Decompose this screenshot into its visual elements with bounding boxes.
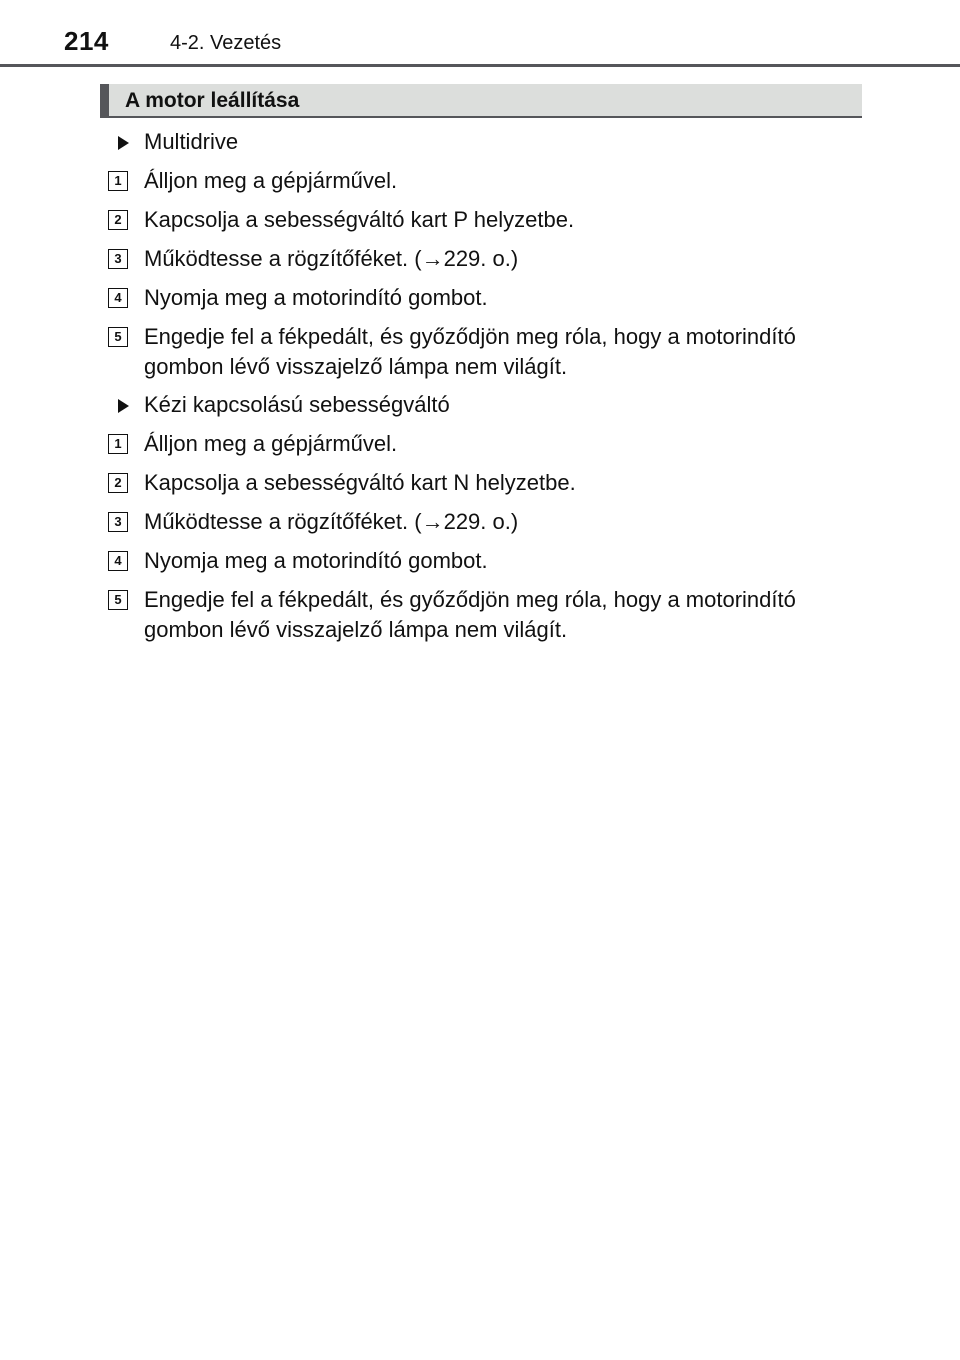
step-number-box: 5 — [108, 590, 128, 610]
step-text: Nyomja meg a motorindító gombot. — [144, 548, 488, 573]
header-divider — [0, 64, 960, 67]
multidrive-block — [108, 128, 868, 382]
section-heading-bar — [100, 84, 862, 118]
triangle-bullet-icon — [118, 136, 129, 150]
manual-step-5 — [108, 585, 868, 645]
manual-subheading — [108, 391, 868, 421]
triangle-bullet-icon — [118, 399, 129, 413]
step-text: Engedje fel a fékpedált, és győződjön meg róla, hogy a motorindító gombon lévő visszajelző lámpa nem világít. — [144, 587, 796, 642]
page-header — [0, 0, 960, 70]
manual-step-1 — [108, 429, 868, 459]
multidrive-label: Multidrive — [144, 129, 239, 154]
multidrive-step-1 — [108, 166, 868, 196]
page-number: 214 — [64, 26, 109, 56]
multidrive-step-4 — [108, 283, 868, 313]
step-text: Működtesse a rögzítőféket. (→229. o.) — [144, 509, 519, 534]
multidrive-subheading — [108, 128, 868, 158]
step-number-box: 2 — [108, 473, 128, 493]
manual-transmission-block — [108, 391, 868, 645]
manual-step-4 — [108, 546, 868, 576]
multidrive-step-5 — [108, 322, 868, 382]
step-text: Kapcsolja a sebességváltó kart N helyzetbe. — [144, 470, 576, 495]
multidrive-step-2 — [108, 205, 868, 235]
multidrive-step-3 — [108, 244, 868, 274]
step-number-box: 1 — [108, 171, 128, 191]
step-text: Engedje fel a fékpedált, és győződjön meg róla, hogy a motorindító gombon lévő visszajelző lámpa nem világít. — [144, 324, 796, 379]
step-number-box: 3 — [108, 512, 128, 532]
step-number-box: 4 — [108, 288, 128, 308]
step-number-box: 1 — [108, 434, 128, 454]
step-text: Működtesse a rögzítőféket. (→229. o.) — [144, 246, 519, 271]
step-number-box: 2 — [108, 210, 128, 230]
manual-step-3 — [108, 507, 868, 537]
section-label: 4-2. Vezetés — [170, 32, 282, 54]
manual-label: Kézi kapcsolású sebességváltó — [144, 392, 450, 417]
step-text: Kapcsolja a sebességváltó kart P helyzetbe. — [144, 207, 575, 232]
step-text: Nyomja meg a motorindító gombot. — [144, 285, 488, 310]
step-text: Álljon meg a gépjárművel. — [144, 168, 398, 193]
step-number-box: 4 — [108, 551, 128, 571]
content-area — [108, 128, 868, 654]
section-heading: A motor leállítása — [125, 89, 300, 112]
step-text: Álljon meg a gépjárművel. — [144, 431, 398, 456]
step-number-box: 3 — [108, 249, 128, 269]
step-number-box: 5 — [108, 327, 128, 347]
manual-step-2 — [108, 468, 868, 498]
